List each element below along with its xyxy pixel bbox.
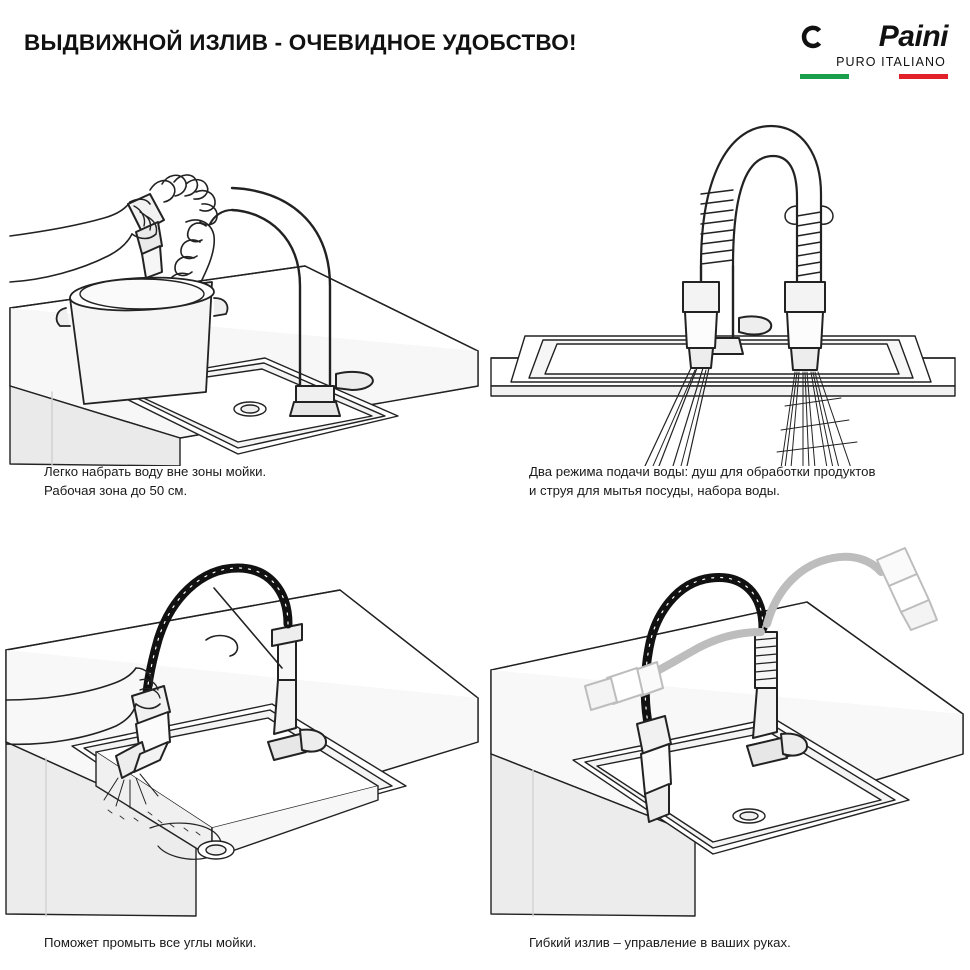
caption-line: Легко набрать воду вне зоны мойки.: [44, 464, 267, 479]
italian-flag-icon: [800, 74, 948, 79]
brand-tagline: PURO ITALIANO: [836, 55, 946, 69]
caption-line: Рабочая зона до 50 см.: [44, 482, 188, 498]
brand-name: Paini: [878, 20, 948, 53]
flexible-spout-positions-icon: [485, 528, 970, 918]
panel-2-caption: [529, 463, 966, 500]
caption-line: Поможет промыть все углы мойки.: [44, 934, 257, 950]
page-title: ВЫДВИЖНОЙ ИЗЛИВ - ОЧЕВИДНОЕ УДОБСТВО!: [24, 30, 577, 55]
two-water-modes-spray-and-stream-icon: [485, 86, 970, 466]
illustration-grid: [0, 86, 970, 970]
caption-line: Два режима подачи воды: душ для обработки продуктов: [529, 464, 876, 479]
hand-filling-pot-outside-sink-icon: [0, 86, 485, 466]
panel-4: [485, 528, 970, 970]
panel-1-caption: [44, 463, 473, 500]
panel-2: [485, 86, 970, 528]
brand-logo: [800, 22, 948, 84]
panel-4-caption: [529, 934, 958, 953]
poster-header: [0, 0, 970, 86]
panel-1: [0, 86, 485, 528]
panel-3: [0, 528, 485, 970]
caption-line: Гибкий излив – управление в ваших руках.: [529, 934, 791, 950]
panel-3-caption: [44, 934, 473, 953]
caption-line: и струя для мытья посуды, набора воды.: [529, 482, 780, 498]
hand-rinsing-sink-corners-icon: [0, 528, 485, 918]
paini-circle-mark-icon: [800, 24, 826, 50]
